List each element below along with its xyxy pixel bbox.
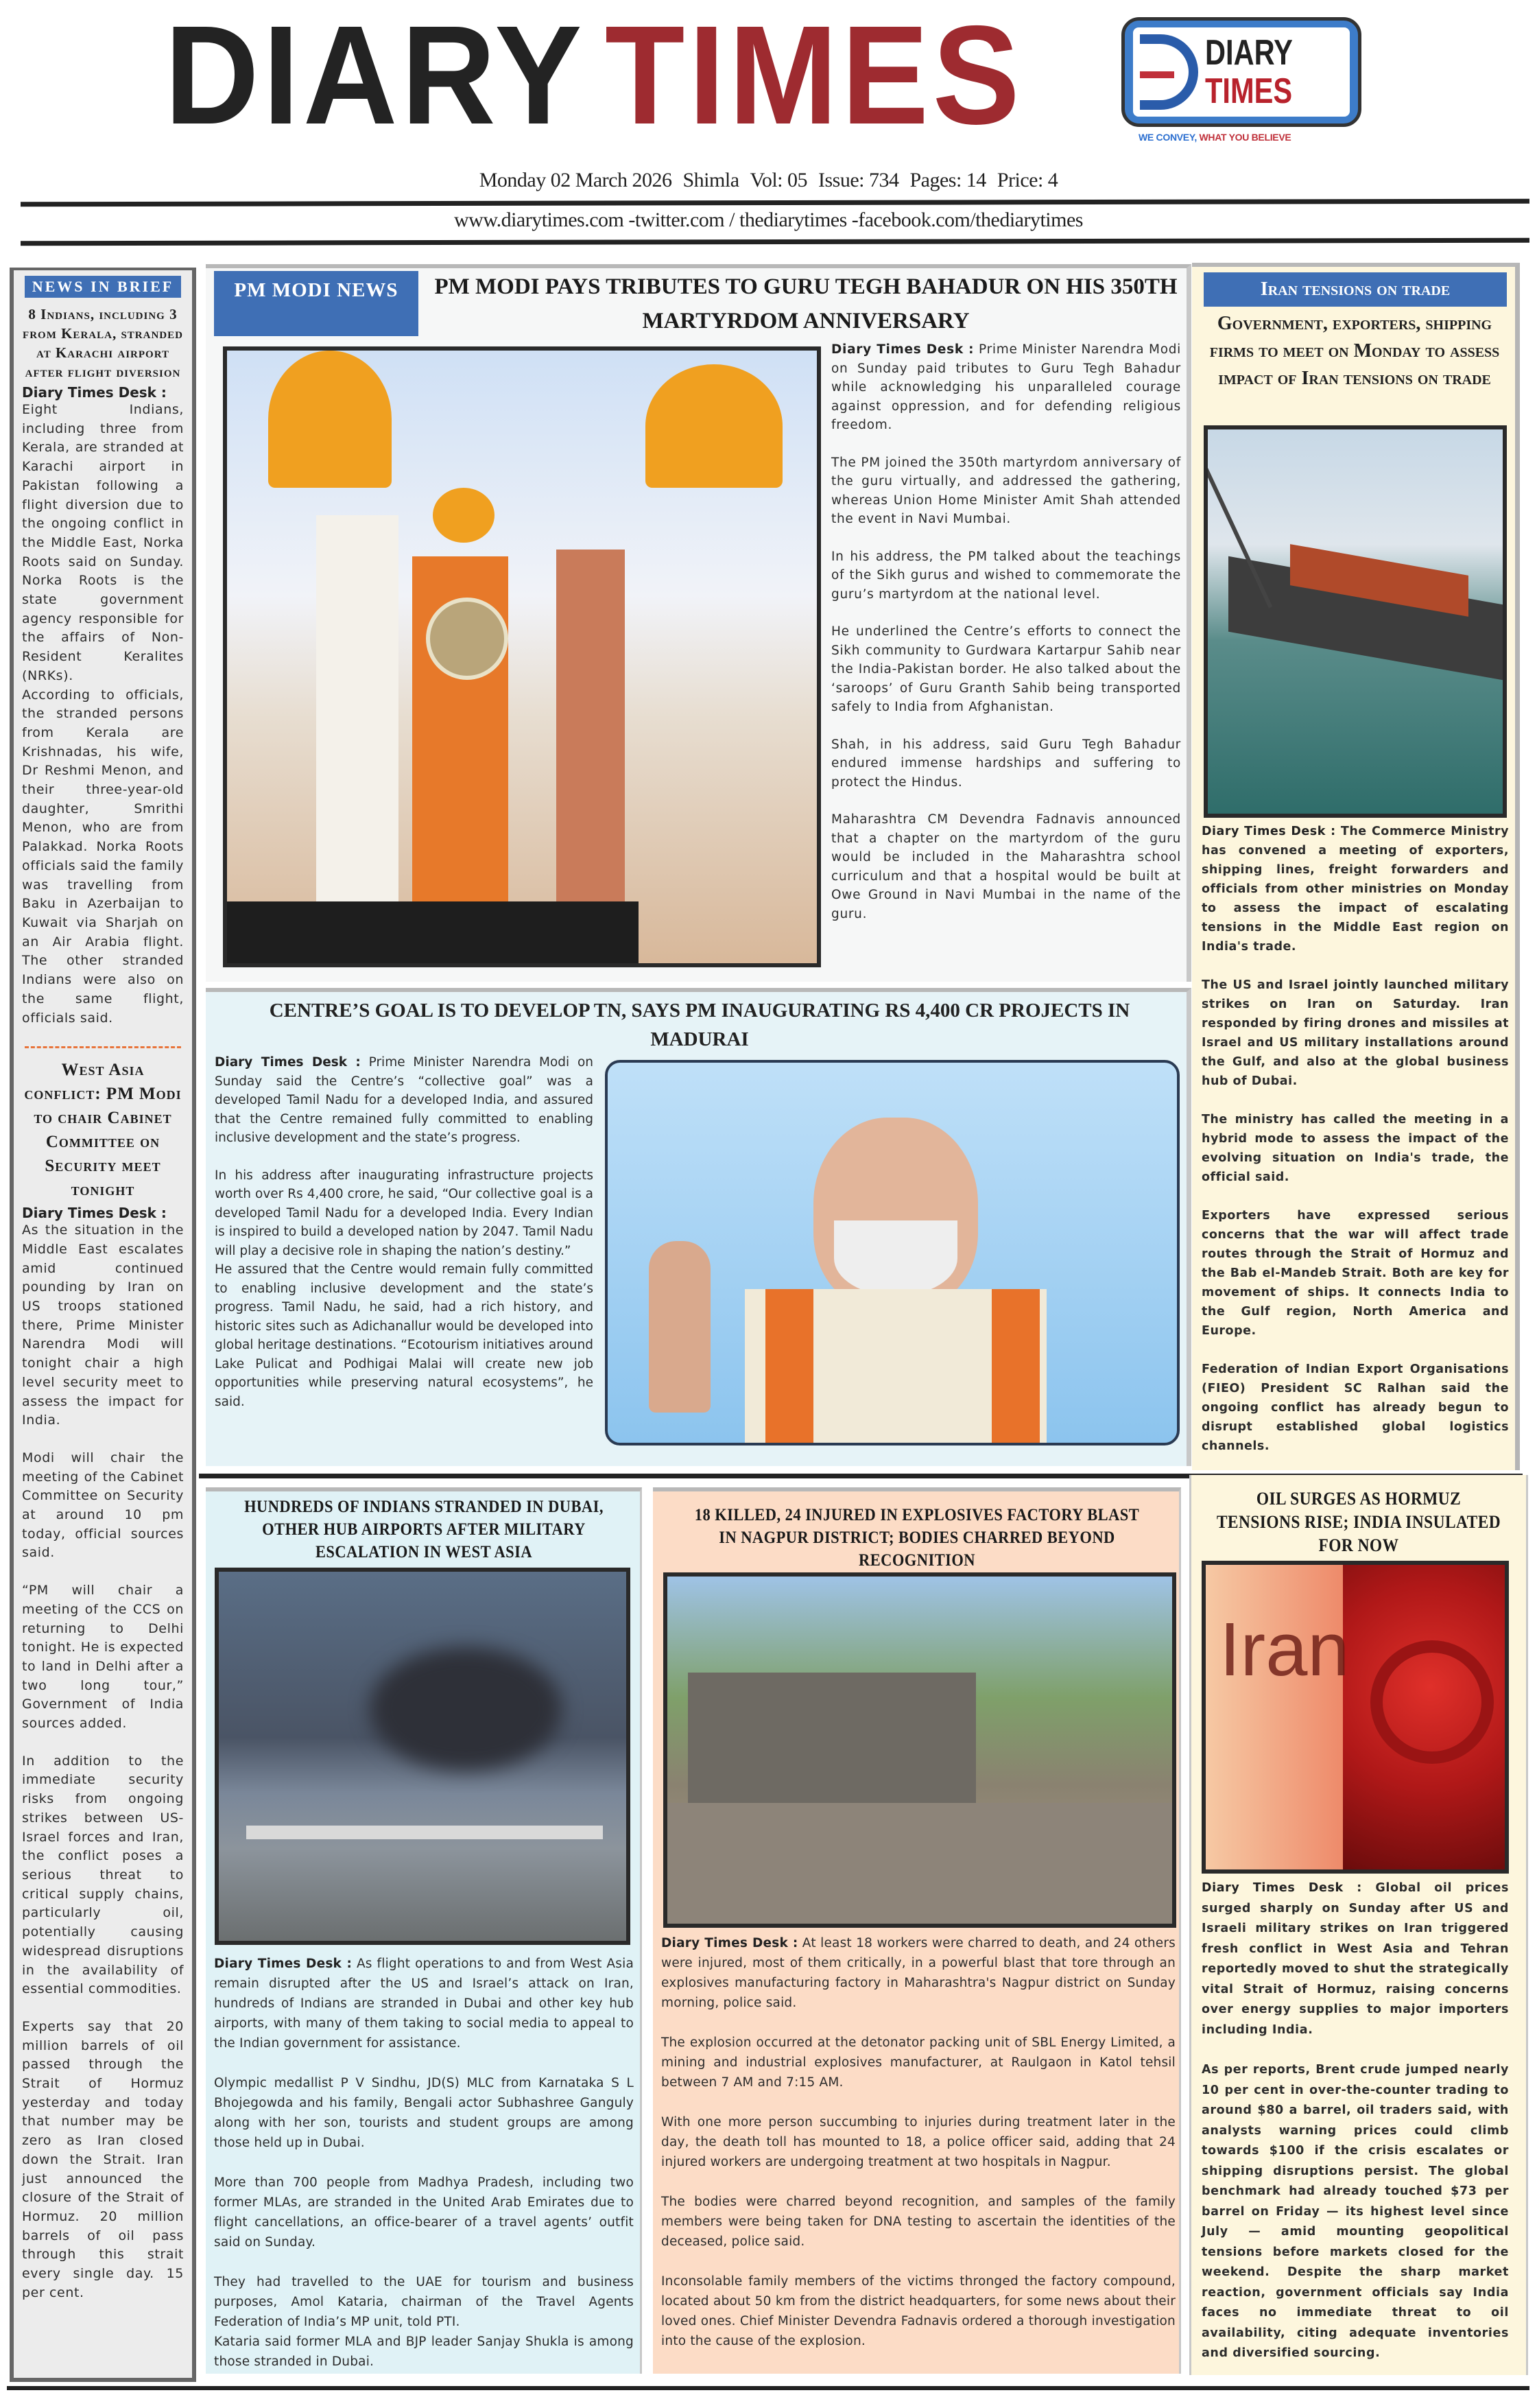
paragraph-text: Prime Minister Narendra Modi on Sunday paid tributes to Guru Tegh Bahadur while acknowledging his unparalleled courage against oppression, and for defending religious freedom. <box>831 342 1182 432</box>
image-lettering: Iran <box>1219 1607 1350 1692</box>
paragraph-text: The ministry has called the meeting in a hybrid mode to assess the impact of the evolving situation on India's trade, the official said. <box>1202 1113 1509 1184</box>
dubai-airport-photo[interactable] <box>215 1568 630 1945</box>
lead-story-body <box>831 340 1181 942</box>
paragraph <box>1202 1110 1509 1187</box>
factory-blast-photo[interactable] <box>663 1572 1176 1928</box>
paragraph <box>661 2271 1176 2351</box>
byline: Diary Times Desk : <box>22 1205 167 1222</box>
masthead-title <box>165 0 1024 154</box>
tn-story-body <box>215 1053 593 1430</box>
paragraph <box>831 810 1181 923</box>
paragraph <box>1202 822 1509 956</box>
paragraph-text: In addition to the immediate security risks from ongoing strikes between US-Israel forces and Iran, the conflict poses a serious threat to critical supply chains, particularly oil, potentially causing widespread disruptions in the availability of essential commodities. <box>22 1753 184 1997</box>
paragraph-text: In his address, the PM talked about the teachings of the Sikh gurus and wished to commemorate the guru’s martyrdom at the national level. <box>831 549 1181 602</box>
paragraph <box>831 622 1181 717</box>
paragraph <box>661 2112 1176 2172</box>
byline: Diary Times Desk : <box>1202 1881 1362 1895</box>
paragraph-text: The PM joined the 350th martyrdom anniversary of the guru virtually, and addressed the gathering, whereas Union Home Minister Amit Shah attended the event in Navi Mumbai. <box>831 455 1181 526</box>
divider <box>21 199 1529 207</box>
byline: Diary Times Desk : <box>831 342 975 357</box>
byline: Diary Times Desk : <box>1202 825 1336 838</box>
paragraph <box>831 453 1181 529</box>
paragraph-text: As flight operations to and from West Asia remain disrupted after the US and Israel’s attack on Iran, hundreds of Indians are stranded in Dubai and other key hub airports, with many of them taking to social media to appeal to the Indian government for assistance. <box>214 1957 634 2051</box>
paragraph-text: Olympic medallist P V Sindhu, JD(S) MLC from Karnataka S L Bhojegowda and his family, Bengali actor Subhashree Ganguly along with her son, tourists and student groups are among those held up in Dubai. <box>214 2076 634 2150</box>
byline: Diary Times Desk : <box>22 384 167 401</box>
issue-price: Price: 4 <box>997 169 1058 191</box>
tagline-part-2: WHAT YOU BELIEVE <box>1196 132 1291 143</box>
paragraph-text: Kataria said former MLA and BJP leader Sanjay Shukla is among those stranded in Dubai. <box>214 2335 634 2369</box>
paragraph-text: Modi will chair the meeting of the Cabinet Committee on Security at around 10 pm today, official sources said. <box>22 1450 184 1561</box>
paragraph <box>214 2332 634 2372</box>
iran-trade-body <box>1202 822 1509 1475</box>
paragraph-text: Exporters have expressed serious concerns that the war will affect trade routes through the Strait of Hormuz and the Bab el-Mandeb Strait. Both are key for movement of ships. It connects India to the Gulf region, North America and Europe. <box>1202 1209 1509 1338</box>
paragraph-text: He underlined the Centre’s efforts to connect the Sikh community to Gurdwara Kartarpur Sahib near the India-Pakistan border. He also talked about the ‘saroops’ of Guru Granth Sahib being transported safely to India from Afghanistan. <box>831 624 1181 714</box>
paragraph <box>22 1581 184 1734</box>
paragraph <box>1202 1878 1509 2040</box>
paragraph-text: In his address after inaugurating infrastructure projects worth over Rs 4,400 crore, he said, “Our collective goal is a developed Tamil Nadu for a developed India. Every Indian is inspired to build a developed nation by 2047. Tamil Nadu will play a decisive role in shaping the nation’s destiny.” <box>215 1168 593 1258</box>
dateline <box>0 169 1537 192</box>
iran-trade-headline[interactable]: Government, exporters, shipping firms to meet on Monday to assess impact of Iran tensions on trade <box>1209 313 1500 389</box>
brief-headline[interactable]: West Asia conflict: PM Modi to chair Cabinet Committee on Security meet tonight <box>24 1061 182 1200</box>
paragraph <box>215 1260 593 1411</box>
paragraph-text: At least 18 workers were charred to death, and 24 others were injured, most of them critically, in a powerful blast that tore through an explosives manufacturing factory in Maharashtra's Nagpur district on Sunday morning, police said. <box>661 1936 1176 2010</box>
masthead-title-times: TIMES <box>604 0 1024 154</box>
paragraph-text: The bodies were charred beyond recognition, and samples of the family members were being taken for DNA testing to ascertain the identities of the deceased, police said. <box>661 2195 1176 2249</box>
issue-date: Monday 02 March 2026 <box>479 169 672 191</box>
logo-word-diary: DIARY <box>1205 33 1293 73</box>
cargo-ship-photo[interactable] <box>1204 425 1507 818</box>
tn-photo[interactable] <box>605 1060 1180 1445</box>
paragraph <box>22 1752 184 1999</box>
dashed-divider <box>25 1046 181 1048</box>
oil-story-body <box>1202 1878 1509 2384</box>
lead-photo[interactable] <box>223 346 821 967</box>
logo-d-icon <box>1140 34 1198 110</box>
dubai-story-body <box>214 1954 634 2392</box>
paragraph-text: The Commerce Ministry has convened a meeting of exporters, shipping lines, freight forwarders and officials from other ministries on Monday to assess the impact of escalating tensions in the Middle East region on India's trade. <box>1202 825 1509 954</box>
paragraph <box>22 401 184 686</box>
paragraph <box>831 547 1181 604</box>
nagpur-story-body <box>661 1933 1176 2371</box>
oil-headline[interactable]: OIL SURGES AS HORMUZ TENSIONS RISE; INDIA INSULATED FOR NOW <box>1216 1489 1501 1555</box>
divider <box>21 238 1529 246</box>
paragraph-text: Eight Indians, including three from Kerala, are stranded at Karachi airport in Pakistan following a flight diversion due to the ongoing conflict in the Middle East, Norka Roots said on Sunday. Norka Roots is the state government agency responsible for the affairs of Non-Resident Keralites (NRKs). <box>22 402 184 683</box>
paragraph-text: Shah, in his address, said Guru Tegh Bahadur endured immense hardships and suffering to protect the Hindus. <box>831 737 1181 790</box>
paragraph-text: Maharashtra CM Devendra Fadnavis announced that a chapter on the martyrdom of the guru would be included in the Maharashtra school curriculum and that a hospital would be built at Owe Ground in Navi Mumbai in the name of the guru. <box>831 812 1181 921</box>
paragraph <box>215 1166 593 1261</box>
paragraph <box>215 1053 593 1148</box>
section-label: NEWS IN BRIEF <box>25 276 181 298</box>
paragraph <box>22 2018 184 2303</box>
paragraph-text: “PM will chair a meeting of the CCS on returning to Delhi tonight. He is expected to land in Delhi after a two long tour,” Government of India sources added. <box>22 1583 184 1732</box>
nagpur-headline[interactable]: 18 KILLED, 24 INJURED IN EXPLOSIVES FACTORY BLAST IN NAGPUR DISTRICT; BODIES CHARRED BEYOND RECOGNITION <box>694 1506 1140 1570</box>
brief-body <box>22 1205 184 2302</box>
paragraph-text: Federation of Indian Export Organisations (FIEO) President SC Ralhan said the ongoing conflict has already begun to disrupt established global logistics channels. <box>1202 1362 1509 1453</box>
social-links[interactable]: www.diarytimes.com -twitter.com / thediarytimes -facebook.com/thediarytimes <box>454 209 1083 231</box>
brief-headline[interactable]: 8 Indians, including 3 from Kerala, stranded at Karachi airport after flight diversion <box>23 306 183 380</box>
paragraph-text: Global oil prices surged sharply on Sunday after US and Israeli military strikes on Iran triggered fresh conflict in West Asia and Tehran reportedly moved to shut the strategically vital Strait of Hormuz, raising concerns over energy supplies to major importers including India. <box>1202 1881 1509 2037</box>
paragraph <box>831 340 1181 435</box>
paragraph-text: As per reports, Brent crude jumped nearly 10 per cent in over-the-counter trading to around $80 a barrel, oil traders said, with analysts warning prices could climb towards $100 if the crisis escalates or shipping disruptions persist. The global benchmark had already touched $73 per barrel on Friday — its highest level since July — amid mounting geopolitical tensions before markets closed for the weekend. Despite the sharp market reaction, government officials say India faces no immediate threat to oil availability, citing adequate inventories and diversified sourcing. <box>1202 2063 1509 2360</box>
paragraph <box>1202 976 1509 1091</box>
paragraph <box>22 1449 184 1563</box>
paragraph <box>214 2272 634 2332</box>
paragraph-text: Experts say that 20 million barrels of oil passed through the Strait of Hormuz yesterday and today that number may be zero as Iran closed down the Strait. Iran just announced the closure of the Strait of Hormuz. 20 million barrels of oil pass through this strait every single day. 15 per cent. <box>22 2018 184 2300</box>
paragraph-text: According to officials, the stranded persons from Kerala are Krishnadas, his wife, Dr Reshmi Menon, and their three-year-old daughter, Smrithi Menon, who are from Palakkad. Norka Roots officials said the family was travelling from Baku in Azerbaijan to Kuwait via Sharjah on an Air Arabia flight. The other stranded Indians were also on the same flight, officials said. <box>22 687 184 1026</box>
paragraph-text: More than 700 people from Madhya Pradesh, including two former MLAs, are stranded in the United Arab Emirates due to flight cancellations, an office-bearer of a travel agents’ outfit said on Sunday. <box>214 2175 634 2250</box>
issue-city: Shimla <box>682 169 739 191</box>
paragraph-text: Inconsolable family members of the victims thronged the factory compound, located about 50 km from the district headquarters, for some news about their loved ones. Chief Minister Devendra Fadnavis ordered a thorough investigation into the cause of the explosion. <box>661 2274 1176 2348</box>
byline: Diary Times Desk : <box>215 1055 361 1070</box>
paragraph <box>661 1933 1176 2013</box>
paragraph <box>661 2192 1176 2252</box>
paragraph <box>22 1221 184 1430</box>
paragraph <box>214 1954 634 2053</box>
paragraph <box>214 2173 634 2252</box>
tn-headline[interactable]: CENTRE’S GOAL IS TO DEVELOP TN, SAYS PM INAUGURATING RS 4,400 CR PROJECTS IN MADURAI <box>269 1000 1130 1050</box>
tagline <box>1139 132 1291 143</box>
paragraph <box>22 686 184 1028</box>
oil-valve-photo[interactable] <box>1202 1561 1509 1874</box>
news-in-brief-column <box>10 268 196 2382</box>
byline: Diary Times Desk : <box>661 1936 798 1950</box>
section-label: PM MODI NEWS <box>214 271 418 336</box>
paragraph-text: He assured that the Centre would remain fully committed to enabling inclusive development and the state’s progress. Tamil Nadu, he said, had a rich history, and historic sites such as Adichanallur would be developed into global heritage destinations. “Ecotourism initiatives around Lake Pulicat and Podhigai Malai will create new job opportunities while preserving natural ecosystems”, he said. <box>215 1262 593 1409</box>
paragraph <box>831 735 1181 792</box>
paragraph <box>1202 2060 1509 2364</box>
section-label: Iran tensions on trade <box>1204 272 1507 307</box>
issue-volume: Vol: 05 <box>750 169 807 191</box>
logo-word-times: TIMES <box>1205 71 1293 111</box>
byline: Diary Times Desk : <box>214 1957 353 1971</box>
tagline-part-1: WE CONVEY, <box>1139 132 1197 143</box>
paragraph <box>661 2033 1176 2092</box>
brief-body <box>22 384 184 1028</box>
lead-headline[interactable]: PM MODI PAYS TRIBUTES TO GURU TEGH BAHADUR ON HIS 350TH MARTYRDOM ANNIVERSARY <box>434 274 1178 333</box>
divider <box>7 2386 1529 2390</box>
paragraph-text: They had travelled to the UAE for tourism and business purposes, Amol Kataria, chairman of the Travel Agents Federation of India’s MP unit, told PTI. <box>214 2275 634 2329</box>
brand-logo <box>1121 17 1361 127</box>
paragraph-text: With one more person succumbing to injuries during treatment later in the day, the death toll has mounted to 18, a police officer said, adding that 24 injured workers are undergoing treatment at two hospitals in Nagpur. <box>661 2115 1176 2169</box>
dubai-headline[interactable]: HUNDREDS OF INDIANS STRANDED IN DUBAI, OTHER HUB AIRPORTS AFTER MILITARY ESCALATION IN WEST ASIA <box>244 1498 604 1561</box>
paragraph-text: The US and Israel jointly launched military strikes on Iran on Saturday. Iran responded by firing drones and missiles at Israel and US military installations around the Gulf, and also at the global business hub of Dubai. <box>1202 978 1509 1088</box>
paragraph <box>1202 1206 1509 1341</box>
masthead-title-diary: DIARY <box>165 0 586 154</box>
issue-pages: Pages: 14 <box>909 169 986 191</box>
paragraph-text: As the situation in the Middle East escalates amid continued pounding by Iran on US troops stationed there, Prime Minister Narendra Modi will tonight chair a high level security meet to assess the impact for India. <box>22 1223 184 1428</box>
paragraph <box>214 2073 634 2153</box>
paragraph-text: Prime Minister Narendra Modi on Sunday said the Centre’s “collective goal” was a developed Tamil Nadu for a developed India, and assured that the Centre remained fully committed to enabling inclusive development and the state’s progress. <box>215 1055 593 1145</box>
issue-number: Issue: 734 <box>818 169 899 191</box>
paragraph-text: The explosion occurred at the detonator packing unit of SBL Energy Limited, a mining and industrial explosives manufacturer, at Raulgaon in Katol tehsil between 7 AM and 7:15 AM. <box>661 2035 1176 2090</box>
paragraph <box>1202 1360 1509 1456</box>
